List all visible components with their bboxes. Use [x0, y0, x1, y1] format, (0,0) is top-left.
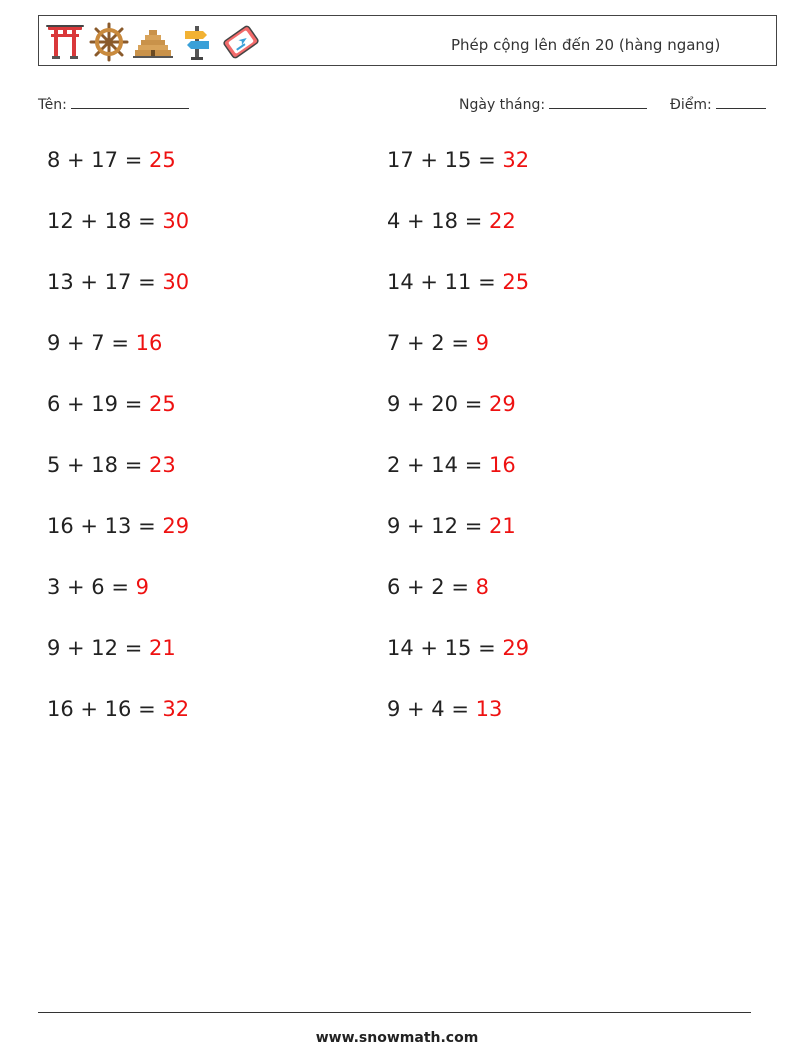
- name-blank: [71, 94, 189, 109]
- footer-url: www.snowmath.com: [315, 1030, 479, 1046]
- name-label: Tên:: [38, 97, 67, 113]
- name-field: [38, 94, 189, 113]
- problem: [47, 514, 189, 538]
- problem: [47, 697, 189, 721]
- problem-question: 5 + 18 =: [47, 453, 149, 477]
- problem: [387, 453, 516, 477]
- problem-answer: 13: [475, 697, 503, 721]
- signpost-icon: [177, 22, 217, 62]
- header-icons: [45, 22, 261, 62]
- worksheet-header: [38, 15, 777, 66]
- problem-answer: 29: [502, 636, 530, 660]
- problem-question: 14 + 15 =: [387, 636, 503, 660]
- problem-answer: 21: [148, 636, 176, 660]
- problem: [47, 209, 189, 233]
- problem-question: 9 + 12 =: [47, 636, 149, 660]
- plane-ticket-icon: [221, 22, 261, 62]
- problem-answer: 25: [148, 148, 176, 172]
- problem-answer: 25: [148, 392, 176, 416]
- problem-question: 3 + 6 =: [47, 575, 136, 599]
- date-field: [459, 94, 647, 113]
- problem: [47, 636, 176, 660]
- problem-question: 13 + 17 =: [47, 270, 163, 294]
- problem-answer: 32: [162, 697, 190, 721]
- problem: [47, 148, 176, 172]
- problem-answer: 8: [475, 575, 489, 599]
- score-blank: [716, 94, 766, 109]
- problem-question: 2 + 14 =: [387, 453, 489, 477]
- problem-answer: 16: [488, 453, 516, 477]
- score-label: Điểm:: [670, 97, 712, 113]
- problem: [387, 514, 516, 538]
- problem-question: 6 + 2 =: [387, 575, 476, 599]
- problem-question: 9 + 12 =: [387, 514, 489, 538]
- problem-question: 4 + 18 =: [387, 209, 489, 233]
- problem-question: 12 + 18 =: [47, 209, 163, 233]
- problem-question: 9 + 4 =: [387, 697, 476, 721]
- date-label: Ngày tháng:: [459, 97, 546, 113]
- problem: [47, 575, 149, 599]
- problem-question: 9 + 20 =: [387, 392, 489, 416]
- problem-answer: 16: [135, 331, 163, 355]
- score-field: [670, 94, 766, 113]
- problem-answer: 9: [135, 575, 149, 599]
- problem-question: 9 + 7 =: [47, 331, 136, 355]
- problem: [47, 392, 176, 416]
- problem-answer: 9: [475, 331, 489, 355]
- problem: [47, 331, 162, 355]
- problem-answer: 22: [488, 209, 516, 233]
- problem-answer: 23: [148, 453, 176, 477]
- problem-question: 7 + 2 =: [387, 331, 476, 355]
- problem-answer: 25: [502, 270, 530, 294]
- problem-answer: 30: [162, 209, 190, 233]
- problem: [387, 575, 489, 599]
- problem-answer: 30: [162, 270, 190, 294]
- torii-gate-icon: [45, 22, 85, 62]
- date-blank: [549, 94, 647, 109]
- problem-question: 14 + 11 =: [387, 270, 503, 294]
- problem: [47, 270, 189, 294]
- problem-question: 16 + 13 =: [47, 514, 163, 538]
- ship-wheel-icon: [89, 22, 129, 62]
- problem: [387, 392, 516, 416]
- problem-answer: 29: [162, 514, 190, 538]
- problem-question: 16 + 16 =: [47, 697, 163, 721]
- problem: [387, 331, 489, 355]
- pyramid-icon: [133, 22, 173, 62]
- problem-question: 8 + 17 =: [47, 148, 149, 172]
- problem-answer: 29: [488, 392, 516, 416]
- problem-question: 6 + 19 =: [47, 392, 149, 416]
- problem: [47, 453, 176, 477]
- footer-divider: [38, 1012, 751, 1013]
- problem: [387, 636, 529, 660]
- problem-question: 17 + 15 =: [387, 148, 503, 172]
- problem: [387, 209, 516, 233]
- problem: [387, 697, 502, 721]
- problem: [387, 270, 529, 294]
- problem: [387, 148, 529, 172]
- worksheet-title: Phép cộng lên đến 20 (hàng ngang): [451, 36, 721, 54]
- problem-answer: 21: [488, 514, 516, 538]
- problem-answer: 32: [502, 148, 530, 172]
